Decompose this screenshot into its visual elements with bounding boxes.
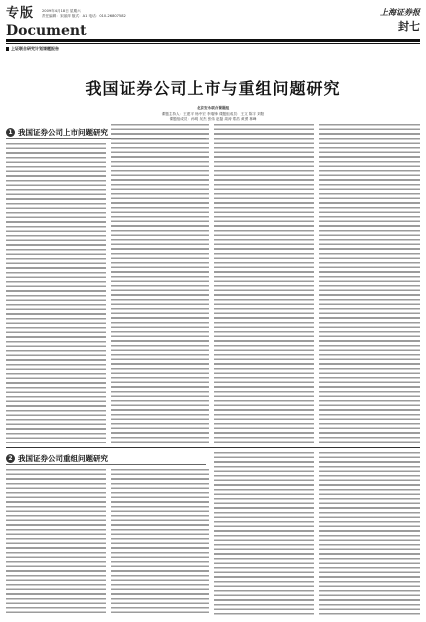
- masthead: [6, 6, 420, 42]
- byline-lead: 课题主持人：王建平 杨中宏 李瑞锋 课题组成员：王文 陈宇 刘阳: [161, 112, 265, 116]
- text-column: [214, 124, 314, 443]
- text-column: [6, 143, 106, 443]
- text-column: [319, 124, 420, 443]
- text-column: [111, 469, 209, 616]
- section-name-cn: 专版: [6, 6, 35, 21]
- section-title: 我国证券公司重组问题研究: [18, 454, 108, 463]
- issue-editor: 责任编辑：宋丽萍 版式：A1 电话：010-26807582: [42, 14, 126, 18]
- text-column: [319, 452, 420, 616]
- topic-marker: [6, 47, 9, 51]
- section-title: 我国证券公司上市问题研究: [18, 128, 108, 137]
- issue-date: 2009年4月18日 星期六: [42, 9, 81, 13]
- article-title: 我国证券公司上市与重组问题研究: [85, 79, 341, 98]
- byline-group: 北京安永联合课题组: [196, 106, 230, 110]
- section-name-en: Document: [6, 23, 87, 39]
- section-number: 1: [6, 128, 15, 137]
- section-number: 2: [6, 454, 15, 463]
- paper-info: [380, 7, 420, 34]
- text-column: [111, 124, 209, 443]
- newspaper-page: [6, 6, 420, 616]
- section-divider: [6, 447, 420, 448]
- masthead-rule-thin: [6, 43, 420, 44]
- issue-meta: [42, 9, 126, 19]
- paper-name: 上海证券报: [380, 7, 420, 17]
- text-column: [6, 469, 106, 616]
- byline-members: 课题组成员：孙明 吴杰 张伟 赵磊 周涛 郑浩 黄勇 林峰: [169, 117, 257, 121]
- topic-label: [6, 46, 59, 52]
- text-column: [214, 452, 314, 616]
- topic-text: 上证联合研究计划课题报告: [11, 46, 59, 51]
- section-rule: [6, 464, 206, 465]
- masthead-rule: [6, 39, 420, 42]
- section-head-2: [6, 454, 206, 464]
- page-number: 封七: [398, 20, 420, 33]
